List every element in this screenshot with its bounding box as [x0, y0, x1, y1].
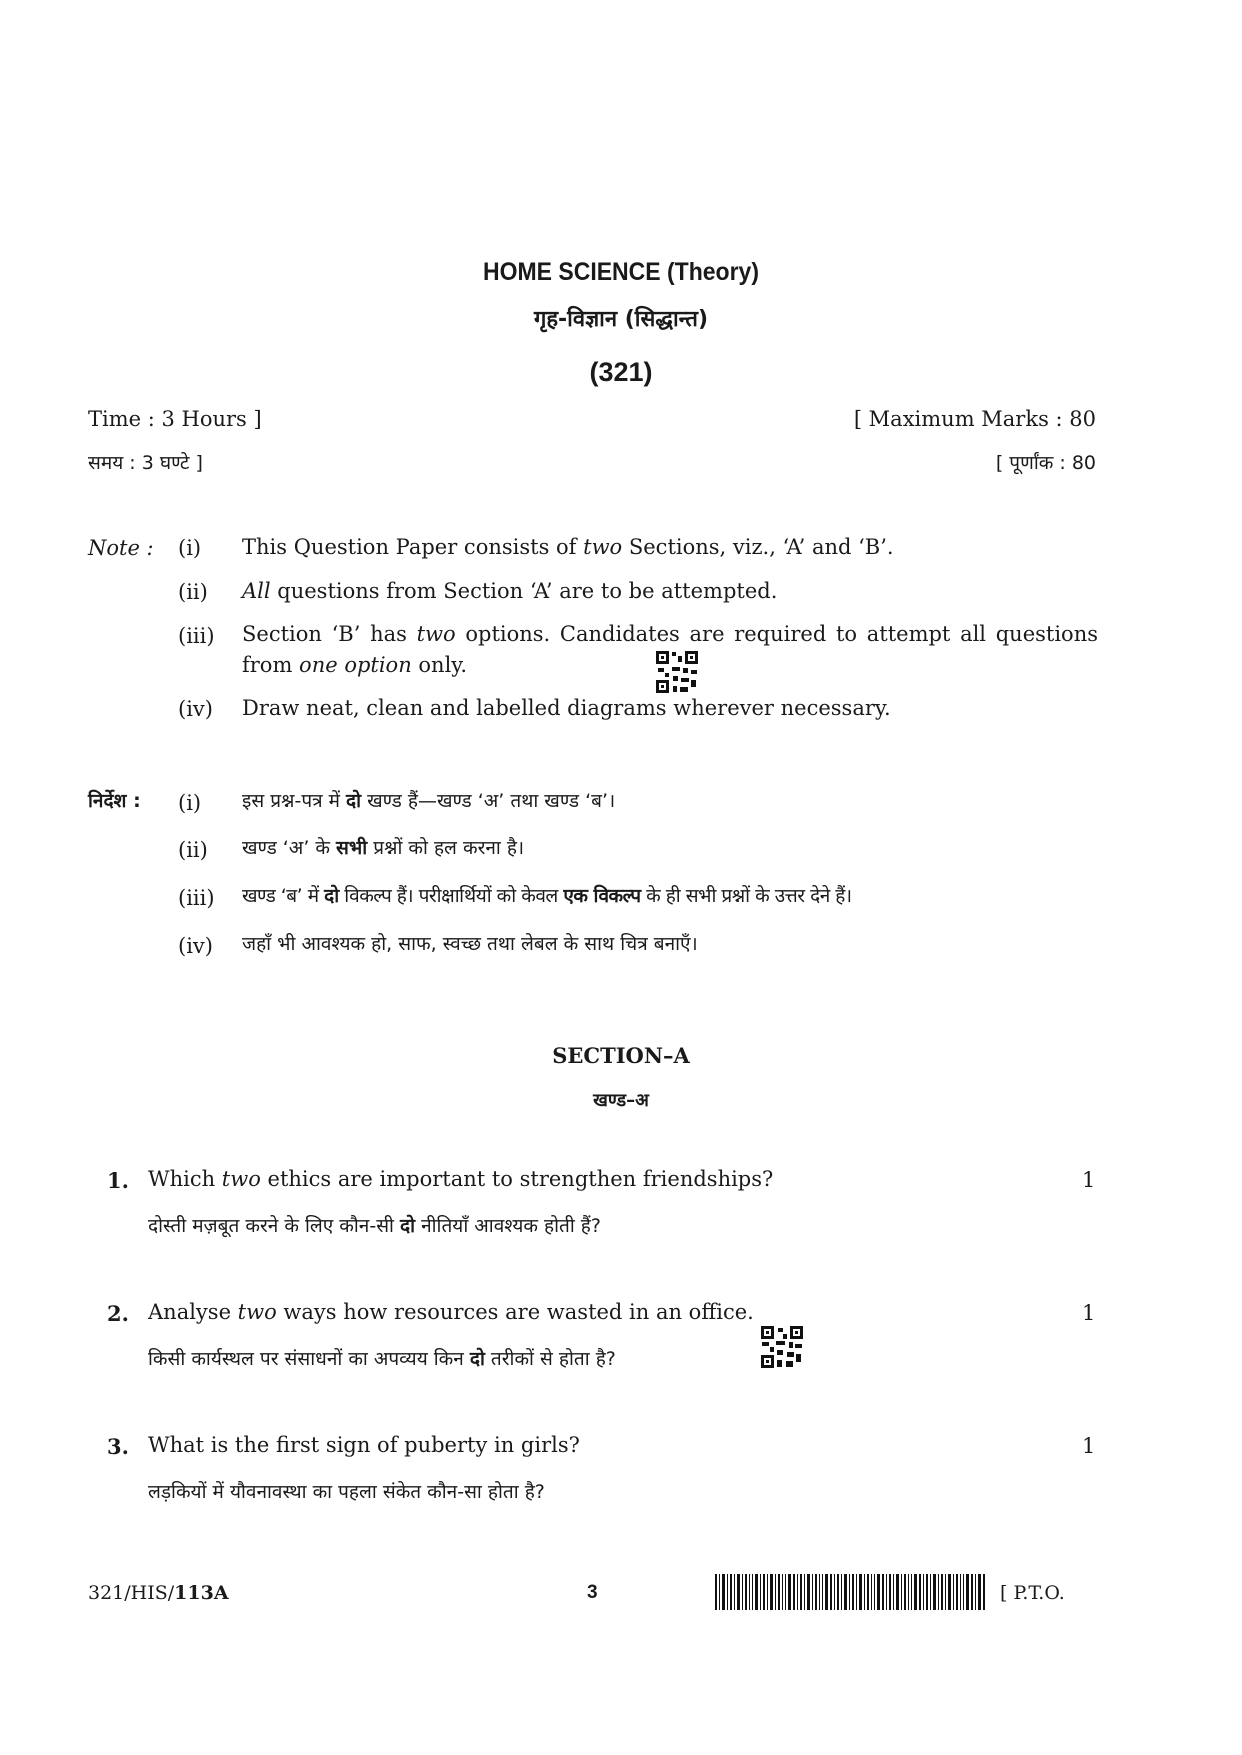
nirdesh-item-num: (ii) [178, 838, 208, 862]
nirdesh-item-num: (iv) [178, 934, 213, 958]
paper-footer-code: 321/HIS/113A [88, 1582, 229, 1604]
note-item-num: (iv) [178, 697, 213, 721]
paper-code: (321) [589, 357, 653, 387]
note-item-text: This Question Paper consists of two Sections, viz., ‘A’ and ‘B’. [242, 535, 894, 559]
question-text-en: What is the first sign of puberty in girls? [148, 1433, 580, 1457]
note-item-text: All questions from Section ‘A’ are to be attempted. [242, 579, 778, 603]
note-item-text: Draw neat, clean and labelled diagrams wherever necessary. [242, 696, 891, 720]
nirdesh-item-text: इस प्रश्न-पत्र में दो खण्ड हैं—खण्ड ‘अ’ तथा खण्ड ‘ब’। [242, 790, 616, 812]
paper-title: HOME SCIENCE (Theory) [482, 258, 760, 286]
note-item-num: (i) [178, 536, 202, 560]
question-marks: 1 [1082, 1168, 1096, 1192]
nirdesh-item-text: खण्ड ‘ब’ में दो विकल्प हैं। परीक्षार्थियों को केवल एक विकल्प के ही सभी प्रश्नों के उत्तर देने हैं। [242, 885, 852, 907]
nirdesh-item-text: जहाँ भी आवश्यक हो, साफ, स्वच्छ तथा लेबल के साथ चित्र बनाएँ। [242, 933, 698, 955]
question-number: 1. [107, 1168, 129, 1193]
question-marks: 1 [1082, 1301, 1096, 1325]
question-text-hi: दोस्ती मज़बूत करने के लिए कौन-सी दो नीतियाँ आवश्यक होती हैं? [148, 1215, 601, 1237]
nirdesh-item-num: (i) [178, 791, 202, 815]
section-title-hindi: खण्ड–अ [593, 1090, 649, 1111]
question-marks: 1 [1082, 1434, 1096, 1458]
qr-code-icon [655, 650, 699, 694]
barcode-icon [715, 1574, 985, 1610]
note-label: Note : [88, 536, 154, 560]
question-text-en: Which two ethics are important to strengthen friendships? [148, 1167, 774, 1191]
qr-code-icon [760, 1325, 804, 1369]
section-title: SECTION–A [552, 1043, 690, 1068]
pto-label: [ P.T.O. [1000, 1582, 1065, 1604]
paper-title-hindi: गृह-विज्ञान (सिद्धान्त) [533, 307, 709, 332]
time-label: Time : 3 Hours ] [88, 407, 262, 431]
note-item-text: Section ‘B’ has two options. Candidates are required to attempt all questions from one option only. [242, 622, 1098, 677]
note-item-num: (ii) [178, 580, 208, 604]
note-item-num: (iii) [178, 624, 215, 648]
nirdesh-item-text: खण्ड ‘अ’ के सभी प्रश्नों को हल करना है। [242, 837, 525, 859]
time-label-hindi: समय : 3 घण्टे ] [88, 452, 203, 474]
question-text-hi: किसी कार्यस्थल पर संसाधनों का अपव्यय किन दो तरीकों से होता है? [148, 1348, 616, 1370]
question-number: 2. [107, 1301, 129, 1326]
question-number: 3. [107, 1434, 129, 1459]
max-marks-label-hindi: [ पूर्णांक : 80 [995, 452, 1096, 474]
max-marks-label: [ Maximum Marks : 80 [853, 407, 1096, 431]
question-text-en: Analyse two ways how resources are wasted in an office. [148, 1300, 754, 1324]
question-text-hi: लड़कियों में यौवनावस्था का पहला संकेत कौन-सा होता है? [148, 1481, 545, 1503]
nirdesh-item-num: (iii) [178, 886, 215, 910]
page-number: 3 [587, 1582, 598, 1603]
nirdesh-label: निर्देश : [88, 790, 141, 812]
